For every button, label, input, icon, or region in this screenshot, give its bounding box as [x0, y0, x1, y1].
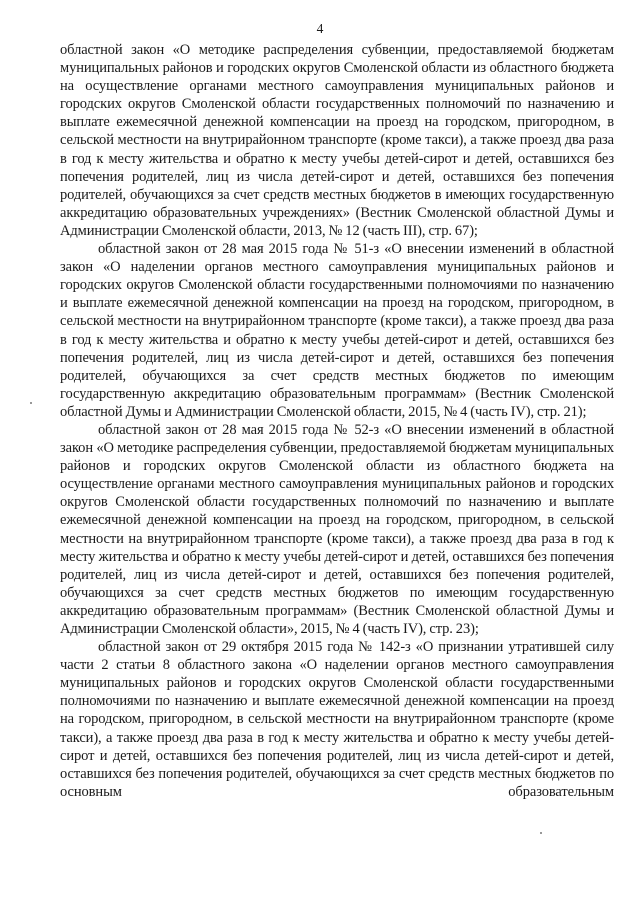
document-body: [60, 41, 614, 801]
scan-speck: [30, 402, 32, 404]
scan-speck: [540, 832, 542, 834]
paragraph-law-52z: областной закон от 28 мая 2015 года № 52-з «О внесении изменений в областной закон «О методике распределения субвенции, предоставляемой бюджетам муниципальных районов и городских округов Смоленской области из областного бюджета на осуществление органами местного самоуправления муниципальных районов и городских округов Смоленской области государственных полномочий по назначению и выплате ежемесячной денежной компенсации на проезд на городском, пригородном, в сельской местности на внутрирайонном транспорте (кроме такси), а также проезд два раза в год к месту жительства и обратно к месту учебы детей-сирот и детей, оставшихся без попечения родителей, лиц из числа детей-сирот и детей, оставшихся без попечения родителей, обучающихся за счет средств местных бюджетов по имеющим государственную аккредитацию образовательным программам» (Вестник Смоленской областной Думы и Администрации Смоленской области», 2015, № 4 (часть IV), стр. 23);: [60, 421, 614, 637]
paragraph-law-51z: областной закон от 28 мая 2015 года № 51-з «О внесении изменений в областной закон «О наделении органов местного самоуправления муниципальных районов и городских округов Смоленской области государственными полномочиями по назначению и выплате ежемесячной денежной компенсации на проезд на городском, пригородном, в сельской местности на внутрирайонном транспорте (кроме такси), а также проезд два раза в год к месту жительства и обратно к месту учебы детей-сирот и детей, оставшихся без попечения родителей, лиц из числа детей-сирот и детей, оставшихся без попечения родителей, обучающихся за счет средств местных бюджетов по имеющим государственную аккредитацию образовательным программам» (Вестник Смоленской областной Думы и Администрации Смоленской области, 2015, № 4 (часть IV), стр. 21);: [60, 241, 614, 420]
paragraph-law-142z: областной закон от 29 октября 2015 года № 142-з «О признании утратившей силу части 2 статьи 8 областного закона «О наделении органов местного самоуправления муниципальных районов и городских округов Смоленской области государственными полномочиями по назначению и выплате ежемесячной денежной компенсации на проезд на городском, пригородном, в сельской местности на внутрирайонном транспорте (кроме такси), а также проезд два раза в год к месту жительства и обратно к месту учебы детей-сирот и детей, оставшихся без попечения родителей, лиц из числа детей-сирот и детей, оставшихся без попечения родителей, обучающихся за счет средств местных бюджетов по основным образовательным: [60, 639, 614, 800]
paragraph-law-methodology-continued: областной закон «О методике распределения субвенции, предоставляемой бюджетам муниципальных районов и городских округов Смоленской области из областного бюджета на осуществление органами местного самоуправления муниципальных районов и городских округов Смоленской области государственных полномочий по назначению и выплате ежемесячной денежной компенсации на проезд на городском, пригородном, в сельской местности на внутрирайонном транспорте (кроме такси), а также проезд два раза в год к месту жительства и обратно к месту учебы детей-сирот и детей, оставшихся без попечения родителей, лиц из числа детей-сирот и детей, оставшихся без попечения родителей, обучающихся за счет средств местных бюджетов в имеющих государственную аккредитацию образовательных учреждениях» (Вестник Смоленской областной Думы и Администрации Смоленской области, 2013, № 12 (часть III), стр. 67);: [60, 42, 614, 239]
page-number: 4: [316, 21, 324, 36]
